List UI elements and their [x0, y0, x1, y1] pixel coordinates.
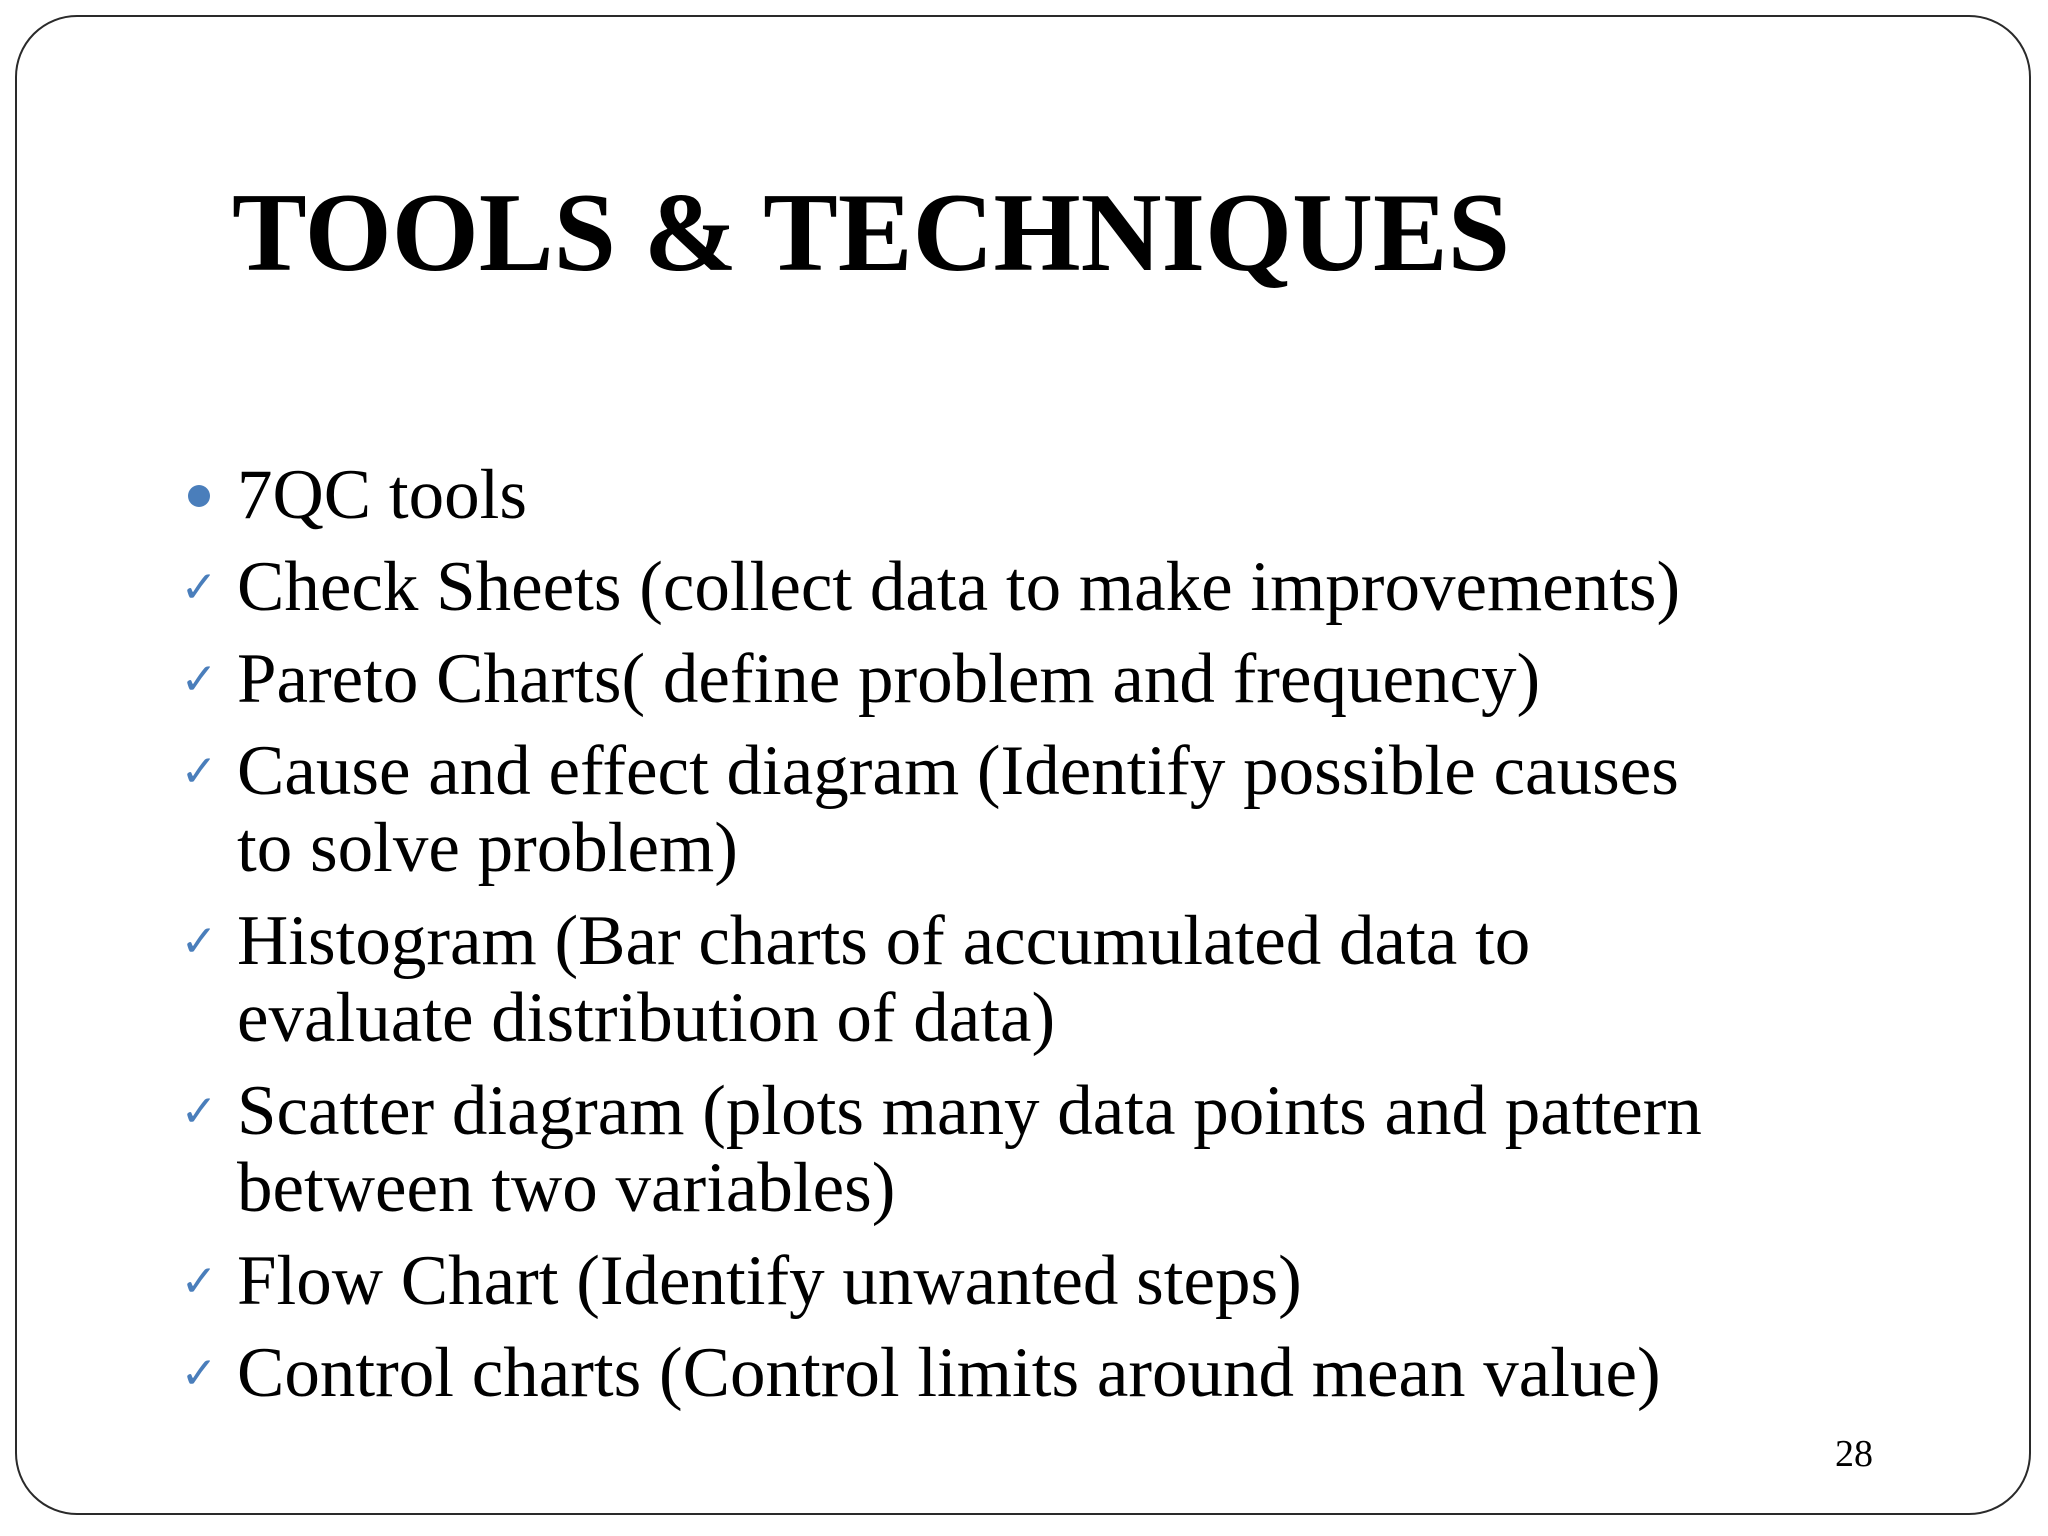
checklist-item-text: Cause and effect diagram (Identify possible causes [237, 732, 1679, 810]
bullet-item-text: 7QC tools [237, 456, 527, 534]
checklist-item-text-continued: to solve problem) [237, 809, 738, 887]
checklist-item-text-continued: evaluate distribution of data) [237, 979, 1056, 1057]
checklist-item-text: Pareto Charts( define problem and frequency) [237, 640, 1541, 718]
slide-title: TOOLS & TECHNIQUES [232, 171, 1511, 295]
checklist-item-text: Histogram (Bar charts of accumulated data to [237, 902, 1531, 980]
checkmark-icon: ✓ [180, 1347, 218, 1399]
checklist-item-pareto-charts [169, 641, 1989, 718]
checklist-item-text: Scatter diagram (plots many data points and pattern [237, 1072, 1702, 1150]
checklist-item-scatter-diagram [169, 1073, 1989, 1227]
checklist-item-cause-and-effect [169, 733, 1989, 887]
checkmark-icon: ✓ [180, 915, 218, 967]
checklist-item-flow-chart [169, 1243, 1989, 1320]
bullet-item [169, 457, 1989, 534]
slide-content [169, 457, 1989, 1412]
checkmark-icon: ✓ [180, 1085, 218, 1137]
checklist-item-text: Control charts (Control limits around mean value) [237, 1334, 1661, 1412]
slide [15, 15, 2031, 1515]
round-bullet-icon [169, 457, 229, 534]
checklist-item-control-charts [169, 1335, 1989, 1412]
checkmark-icon: ✓ [180, 561, 218, 613]
checkmark-icon: ✓ [180, 745, 218, 797]
checklist-item-check-sheets [169, 549, 1989, 626]
checklist-item-text: Flow Chart (Identify unwanted steps) [237, 1242, 1302, 1320]
checklist-item-text-continued: between two variables) [237, 1149, 896, 1227]
checklist-item-text: Check Sheets (collect data to make improvements) [237, 548, 1681, 626]
checkmark-icon: ✓ [180, 653, 218, 705]
checklist-item-histogram [169, 903, 1989, 1057]
checkmark-icon: ✓ [180, 1255, 218, 1307]
page-number: 28 [1835, 1433, 1873, 1475]
